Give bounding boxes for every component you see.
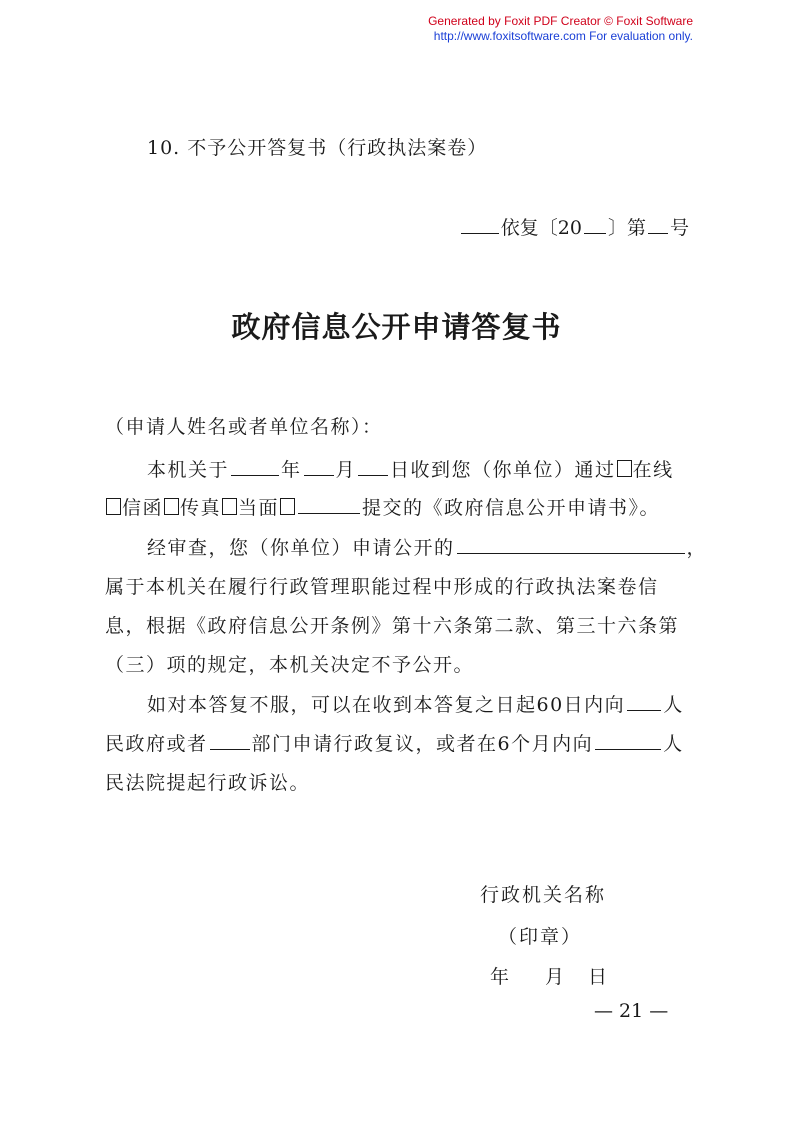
para3-line2: [105, 729, 684, 756]
para1-line2: [105, 493, 660, 520]
para2-line4: （三）项的规定，本机关决定不予公开。: [105, 654, 475, 676]
para3-line1: [147, 690, 684, 717]
para1-line1: [147, 455, 674, 482]
para3-text: 如对本答复不服，可以在收到本答复之日起60日内向: [147, 694, 626, 716]
doc-number-part3: 号: [669, 217, 689, 239]
doc-number-part2: 〕第: [607, 217, 646, 239]
checkbox-other[interactable]: [280, 498, 295, 515]
blank-court: [595, 731, 661, 750]
para2-line1: [147, 533, 707, 560]
para1-text: 月: [335, 459, 357, 481]
salutation: （申请人姓名或者单位名称）：: [105, 416, 383, 438]
page-number: — 21 —: [594, 1000, 669, 1022]
para2-text: ，: [686, 537, 708, 559]
blank-serial: [648, 215, 668, 234]
signature-date: [490, 962, 609, 989]
para1-text: 传真: [180, 497, 222, 519]
blank-month: [304, 457, 334, 476]
watermark-line2: http://www.foxitsoftware.com For evaluation only.: [433, 29, 693, 43]
para2-text: 经审查，您（你单位）申请公开的: [147, 537, 455, 559]
para1-text: 提交的《政府信息公开申请书》。: [362, 497, 661, 519]
checkbox-online[interactable]: [617, 460, 632, 477]
signature-agency: 行政机关名称: [480, 884, 607, 906]
checkbox-fax[interactable]: [164, 498, 179, 515]
para1-text: 当面: [238, 497, 280, 519]
blank-people-government: [627, 692, 661, 711]
para1-text: 信函: [122, 497, 164, 519]
signature-seal: （印章）: [498, 926, 583, 948]
watermark-line1: Generated by Foxit PDF Creator © Foxit Software: [428, 14, 693, 28]
checkbox-letter[interactable]: [106, 498, 121, 515]
doc-number-part1: 依复〔20: [500, 217, 582, 239]
blank-agency-abbr: [461, 215, 499, 234]
para1-text: 年: [281, 459, 302, 481]
blank-other-method: [298, 495, 360, 514]
para2-line2: 属于本机关在履行行政管理职能过程中形成的行政执法案卷信: [105, 576, 659, 598]
para3-text: 民政府或者: [105, 733, 208, 755]
blank-department: [210, 731, 250, 750]
blank-requested-info: [457, 535, 685, 554]
doc-number: [459, 213, 689, 240]
para1-text: 日收到您（你单位）通过: [390, 459, 616, 481]
para3-text: 人: [663, 733, 684, 755]
para1-text: 在线: [632, 459, 674, 481]
blank-year: [584, 215, 606, 234]
para2-line3: 息，根据《政府信息公开条例》第十六条第二款、第三十六条第: [105, 615, 680, 637]
checkbox-in-person[interactable]: [222, 498, 237, 515]
para3-text: 人: [663, 694, 684, 716]
para3-line3: 民法院提起行政诉讼。: [105, 772, 311, 794]
date-month: 月: [545, 966, 567, 988]
para3-text: 部门申请行政复议，或者在6个月内向: [251, 733, 594, 755]
date-year: 年: [490, 966, 512, 988]
date-day: 日: [588, 966, 610, 988]
watermark: [428, 14, 693, 44]
section-heading: 10. 不予公开答复书（行政执法案卷）: [147, 137, 488, 159]
blank-day: [358, 457, 388, 476]
para1-text: 本机关于: [147, 459, 230, 481]
page-title: 政府信息公开申请答复书: [231, 310, 562, 344]
blank-year: [231, 457, 279, 476]
